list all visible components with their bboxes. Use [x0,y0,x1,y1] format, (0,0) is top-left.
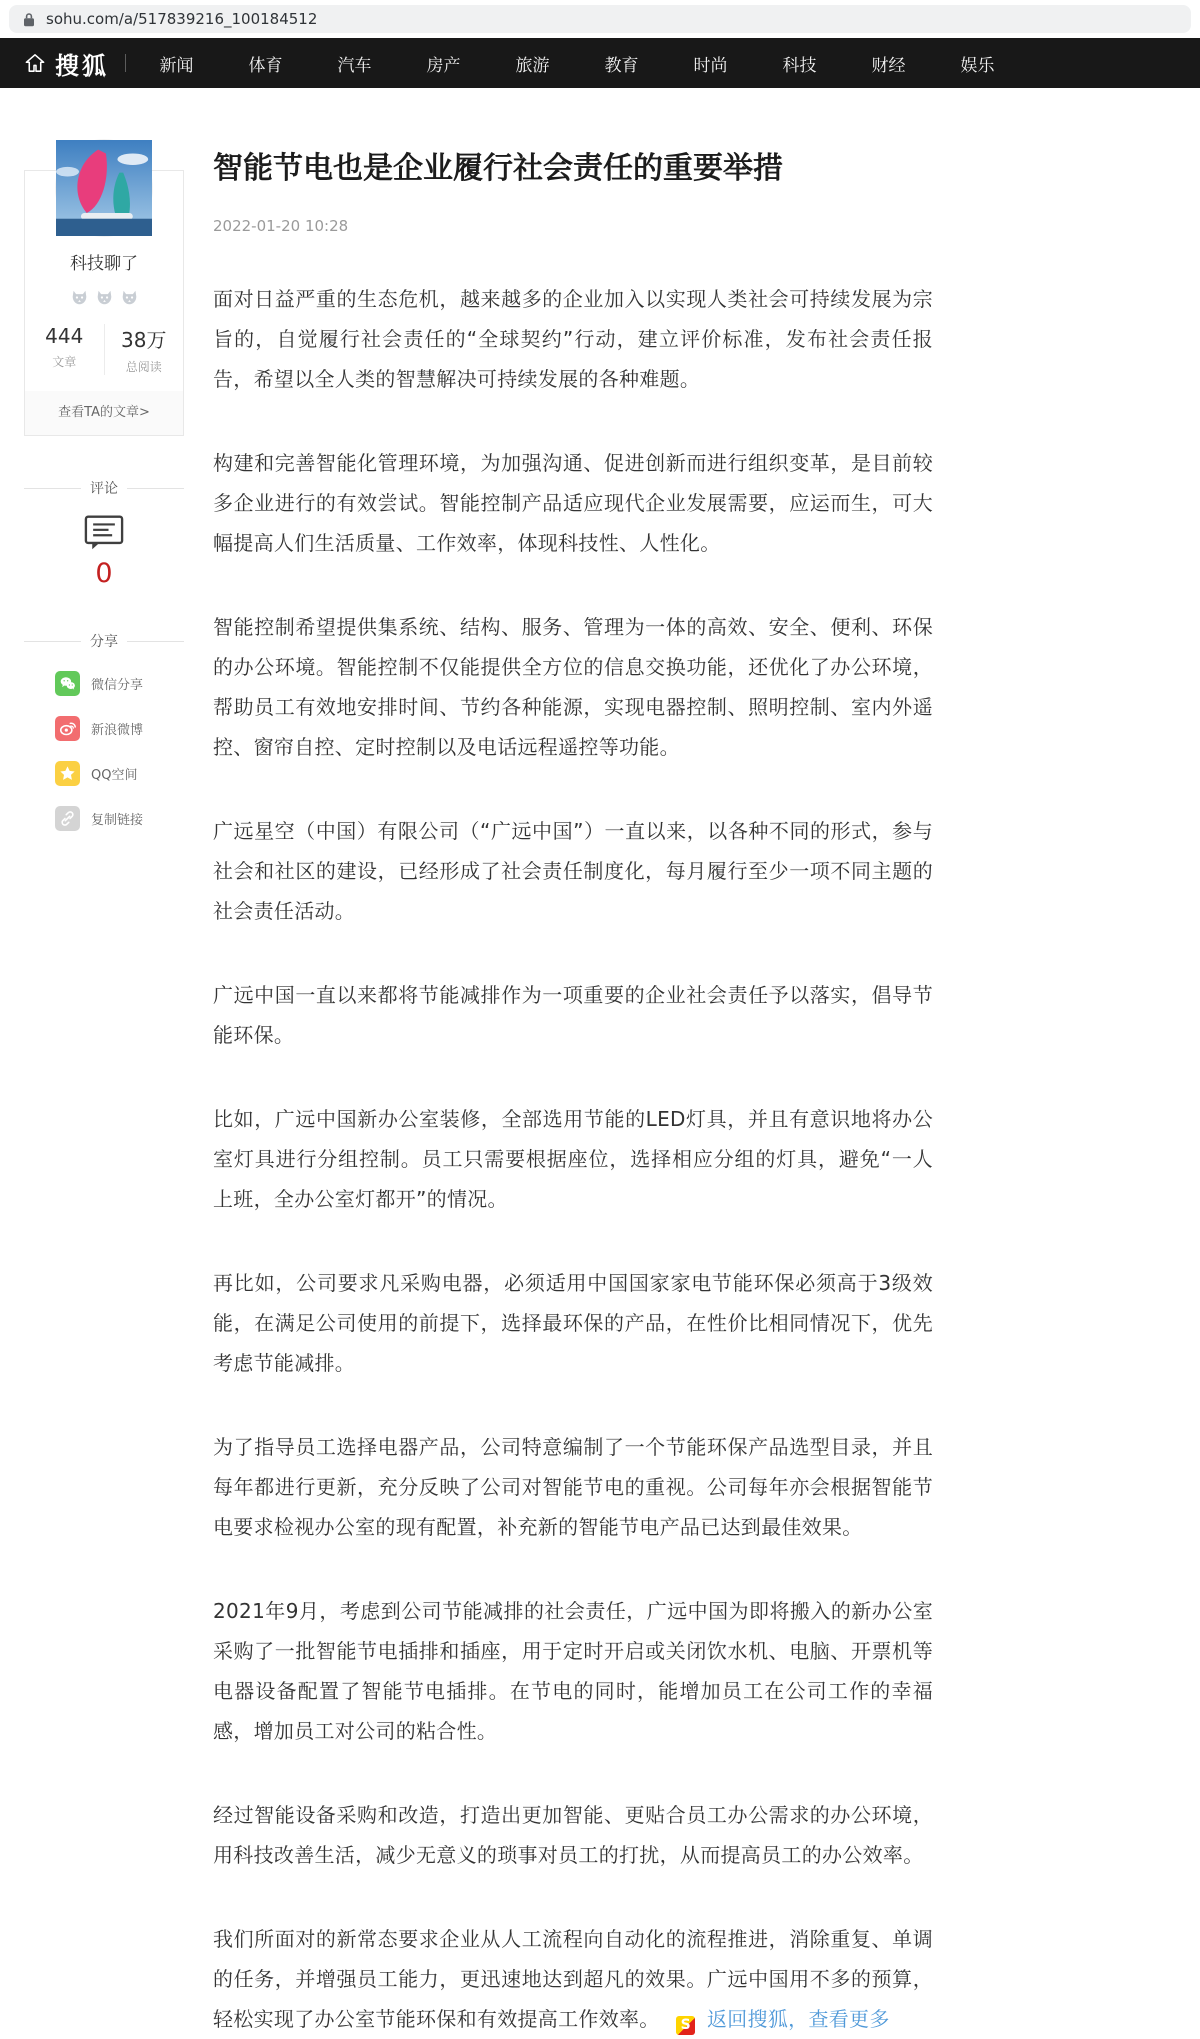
share-list [24,671,184,831]
nav-item[interactable]: 财经 [871,55,906,76]
copy-link-icon [55,806,80,831]
share-label: 微信分享 [91,678,144,693]
share-label: QQ空间 [91,768,138,783]
author-stats [25,324,183,375]
author-badges [25,289,183,306]
article-paragraph: 智能控制希望提供集系统、结构、服务、管理为一体的高效、安全、便利、环保的办公环境。智能控制不仅能提供全方位的信息交换功能，还优化了办公环境，帮助员工有效地安排时间、节约各种能源，实现电器控制、照明控制、室内外遥控、窗帘自控、定时控制以及电话远程遥控等功能。 [213,615,933,759]
nav-item[interactable]: 新闻 [159,55,194,76]
lock-icon [23,12,35,27]
comments-block [24,498,184,589]
qzone-icon [55,761,80,786]
share-item-qzone[interactable] [55,761,184,786]
comments-heading: 评论 [24,478,184,498]
article-body [213,279,933,1875]
home-icon [24,53,46,73]
view-author-articles-link[interactable]: 查看TA的文章> [25,391,183,435]
share-item-copy-link[interactable] [55,806,184,831]
stat-label: 文章 [52,355,77,369]
article-closing-paragraph [213,1919,933,2039]
share-item-weibo[interactable] [55,716,184,741]
weibo-icon [55,716,80,741]
wechat-icon [55,671,80,696]
article [213,88,933,2039]
avatar-sailboat-image [56,140,152,236]
nav-item[interactable]: 汽车 [337,55,372,76]
back-to-sohu-link[interactable]: 返回搜狐，查看更多 [706,2007,890,2031]
share-item-wechat[interactable] [55,671,184,696]
article-paragraph: 广远中国一直以来都将节能减排作为一项重要的企业社会责任予以落实，倡导节能环保。 [213,983,933,1047]
nav-item[interactable]: 教育 [604,55,639,76]
stat-articles [25,324,104,375]
comment-bubble-icon[interactable] [83,514,125,556]
comment-count: 0 [95,558,113,589]
sohu-logo-text: 搜狐 [55,51,109,80]
nav-item[interactable]: 体育 [248,55,283,76]
article-date: 2022-01-20 10:28 [213,217,349,235]
avatar[interactable] [56,140,152,236]
url-text: sohu.com/a/517839216_100184512 [46,10,318,28]
nav-item[interactable]: 房产 [426,55,461,76]
stat-label: 总阅读 [125,360,162,374]
nav-item[interactable]: 娱乐 [960,55,995,76]
nav-item[interactable]: 科技 [782,55,817,76]
fox-medal-icon [71,289,88,306]
article-paragraph: 经过智能设备采购和改造，打造出更加智能、更贴合员工办公需求的办公环境，用科技改善生活，减少无意义的琐事对员工的打扰，从而提高员工的办公效率。 [213,1803,933,1867]
share-heading: 分享 [24,631,184,651]
address-bar[interactable] [9,5,1191,33]
stat-value: 444 [45,324,84,348]
stat-value: 38万 [121,328,167,352]
browser-url-bar [0,0,1200,38]
article-paragraph: 为了指导员工选择电器产品，公司特意编制了一个节能环保产品选型目录，并且每年都进行更新，充分反映了公司对智能节电的重视。公司每年亦会根据智能节电要求检视办公室的现有配置，补充新的智能节电产品已达到最佳效果。 [213,1435,933,1539]
nav-menu [132,51,1022,76]
author-name: 科技聊了 [70,254,138,274]
article-paragraph: 2021年9月，考虑到公司节能减排的社会责任，广远中国为即将搬入的新办公室采购了一批智能节电插排和插座，用于定时开启或关闭饮水机、电脑、开票机等电器设备配置了智能节电插排。在节电的同时，能增加员工在公司工作的幸福感，增加员工对公司的粘合性。 [213,1599,933,1743]
sohu-logo-icon: S [676,2016,695,2035]
nav-item[interactable]: 时尚 [693,55,728,76]
fox-medal-icon [121,289,138,306]
author-sidebar [24,88,184,2039]
sohu-logo[interactable] [24,46,109,81]
closing-text: 我们所面对的新常态要求企业从人工流程向自动化的流程推进，消除重复、单调的任务，并增强员工能力，更迅速地达到超凡的效果。广远中国用不多的预算，轻松实现了办公室节能环保和有效提高工作效率。 [213,1927,933,2031]
stat-total-reads [104,324,184,375]
share-label: 复制链接 [91,813,144,828]
fox-medal-icon [96,289,113,306]
top-navigation [0,38,1200,88]
article-paragraph: 面对日益严重的生态危机，越来越多的企业加入以实现人类社会可持续发展为宗旨的，自觉履行社会责任的“全球契约”行动，建立评价标准，发布社会责任报告，希望以全人类的智慧解决可持续发展的各种难题。 [213,287,933,391]
article-paragraph: 再比如，公司要求凡采购电器，必须适用中国国家家电节能环保必须高于3级效能，在满足公司使用的前提下，选择最环保的产品，在性价比相同情况下，优先考虑节能减排。 [213,1271,933,1375]
article-paragraph: 广远星空（中国）有限公司（“广远中国”）一直以来，以各种不同的形式，参与社会和社区的建设，已经形成了社会责任制度化，每月履行至少一项不同主题的社会责任活动。 [213,819,933,923]
nav-item[interactable]: 旅游 [515,55,550,76]
article-paragraph: 构建和完善智能化管理环境，为加强沟通、促进创新而进行组织变革，是目前较多企业进行的有效尝试。智能控制产品适应现代企业发展需要，应运而生，可大幅提高人们生活质量、工作效率，体现科技性、人性化。 [213,451,933,555]
article-paragraph: 比如，广远中国新办公室装修，全部选用节能的LED灯具，并且有意识地将办公室灯具进行分组控制。员工只需要根据座位，选择相应分组的灯具，避免“一人上班，全办公室灯都开”的情况。 [213,1107,933,1211]
nav-divider [125,54,126,72]
article-title: 智能节电也是企业履行社会责任的重要举措 [213,151,783,186]
share-label: 新浪微博 [91,723,144,738]
page-content [0,88,1200,2039]
